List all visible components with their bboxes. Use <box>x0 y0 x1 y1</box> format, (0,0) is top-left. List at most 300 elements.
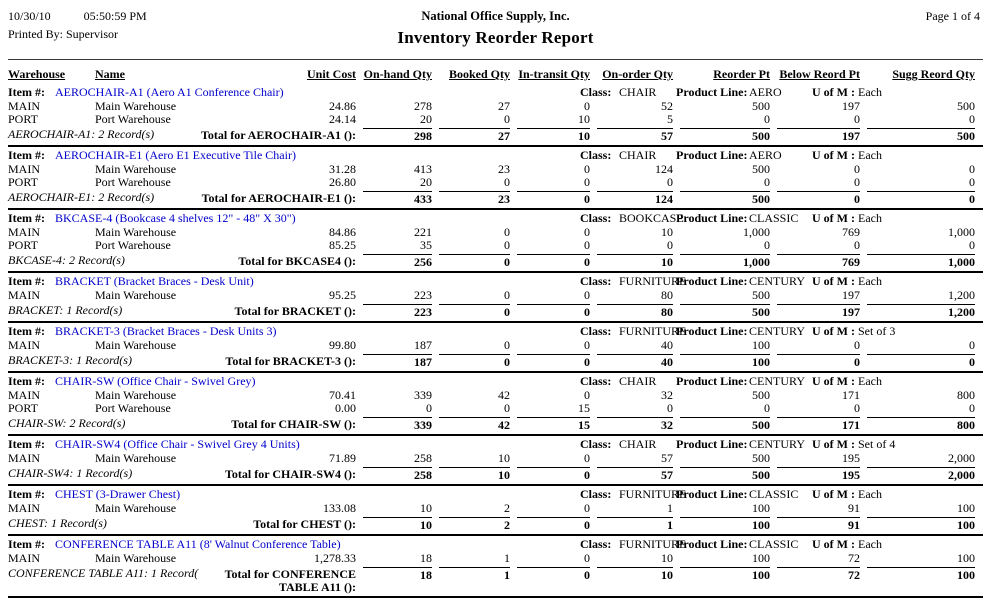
item-link[interactable]: CONFERENCE TABLE A11 (8' Walnut Conference Table) <box>55 537 341 551</box>
total-on-hand: 298 <box>363 128 432 143</box>
group-total-row <box>8 254 983 269</box>
total-on-order: 10 <box>597 567 673 594</box>
reorder-pt: 0 <box>764 401 770 415</box>
total-booked: 42 <box>439 417 510 432</box>
item-number-label: Item #: <box>8 85 45 99</box>
product-line-label: Product Line: <box>676 85 748 99</box>
below-reord-pt: 0 <box>854 175 860 189</box>
warehouse-name: Port Warehouse <box>95 238 171 252</box>
warehouse-name: Main Warehouse <box>95 551 177 565</box>
total-sugg-reord-qty: 800 <box>867 417 975 432</box>
class-value: CHAIR <box>619 148 657 162</box>
in-transit-qty: 0 <box>584 162 590 176</box>
uofm-label: U of M : <box>812 487 855 501</box>
unit-cost: 84.86 <box>329 225 356 239</box>
sugg-reord-qty: 100 <box>957 501 975 515</box>
item-header-row <box>8 374 983 389</box>
reorder-pt: 100 <box>752 551 770 565</box>
unit-cost: 26.80 <box>329 175 356 189</box>
group-total-row <box>8 354 983 369</box>
uofm-value: Each <box>858 537 882 551</box>
product-line-value: CENTURY <box>749 324 806 338</box>
total-on-hand: 223 <box>363 304 432 319</box>
below-reord-pt: 72 <box>848 551 860 565</box>
warehouse-code: MAIN <box>8 338 40 352</box>
unit-cost: 95.25 <box>329 288 356 302</box>
total-on-hand: 256 <box>363 254 432 269</box>
column-header-below-reord-pt: Below Reord Pt <box>779 67 860 81</box>
total-sugg-reord-qty: 100 <box>867 517 975 532</box>
on-order-qty: 5 <box>667 112 673 126</box>
class-value: CHAIR <box>619 85 657 99</box>
class-label: Class: <box>580 437 612 451</box>
total-booked: 2 <box>439 517 510 532</box>
reorder-pt: 0 <box>764 112 770 126</box>
in-transit-qty: 0 <box>584 501 590 515</box>
class-value: FURNITURE <box>619 487 687 501</box>
item-group <box>8 374 983 436</box>
on-order-qty: 0 <box>667 175 673 189</box>
item-header-row <box>8 274 983 289</box>
below-reord-pt: 0 <box>854 162 860 176</box>
item-group <box>8 324 983 373</box>
product-line-value: CENTURY <box>749 374 806 388</box>
total-on-hand: 258 <box>363 467 432 482</box>
booked-qty: 0 <box>504 401 510 415</box>
booked-qty: 0 <box>504 288 510 302</box>
total-on-hand: 187 <box>363 354 432 369</box>
item-header-row <box>8 437 983 452</box>
reorder-pt: 500 <box>752 99 770 113</box>
item-link[interactable]: CHAIR-SW4 (Office Chair - Swivel Grey 4 Units) <box>55 437 300 451</box>
total-on-hand: 339 <box>363 417 432 432</box>
warehouse-name: Port Warehouse <box>95 112 171 126</box>
item-link[interactable]: BKCASE-4 (Bookcase 4 shelves 12" - 48" X 30") <box>55 211 296 225</box>
in-transit-qty: 0 <box>584 175 590 189</box>
item-group <box>8 85 983 147</box>
on-hand-qty: 187 <box>414 338 432 352</box>
item-group <box>8 437 983 486</box>
unit-cost: 24.14 <box>329 112 356 126</box>
unit-cost: 71.89 <box>329 451 356 465</box>
total-on-order: 32 <box>597 417 673 432</box>
class-value: FURNITURE <box>619 324 687 338</box>
product-line-value: AERO <box>749 148 782 162</box>
total-below-reord-pt: 91 <box>777 517 860 532</box>
uofm-value: Each <box>858 148 882 162</box>
record-count-label: AEROCHAIR-A1: 2 Record(s) <box>8 127 155 141</box>
item-number-label: Item #: <box>8 487 45 501</box>
product-line-value: CLASSIC <box>749 487 799 501</box>
warehouse-name: Main Warehouse <box>95 388 177 402</box>
item-number-label: Item #: <box>8 274 45 288</box>
warehouse-row <box>8 239 983 252</box>
group-total-label: Total for BKCASE4 (): <box>238 254 356 268</box>
warehouse-row <box>8 402 983 415</box>
class-label: Class: <box>580 211 612 225</box>
total-booked: 23 <box>439 191 510 206</box>
total-booked: 0 <box>439 304 510 319</box>
total-reorder-pt: 500 <box>680 128 770 143</box>
total-reorder-pt: 100 <box>680 354 770 369</box>
item-header-row <box>8 211 983 226</box>
on-order-qty: 1 <box>667 501 673 515</box>
below-reord-pt: 0 <box>854 338 860 352</box>
total-sugg-reord-qty: 1,200 <box>867 304 975 319</box>
warehouse-code: PORT <box>8 401 38 415</box>
group-total-label: Total for CHEST (): <box>253 517 356 531</box>
total-reorder-pt: 1,000 <box>680 254 770 269</box>
report-time: 05:50:59 PM <box>83 9 147 23</box>
item-header-row <box>8 324 983 339</box>
column-header-warehouse: Warehouse <box>8 67 66 81</box>
warehouse-name: Main Warehouse <box>95 99 177 113</box>
item-group <box>8 274 983 323</box>
class-label: Class: <box>580 324 612 338</box>
warehouse-row <box>8 289 983 302</box>
booked-qty: 0 <box>504 338 510 352</box>
total-in-transit: 0 <box>517 567 590 594</box>
item-header-row <box>8 537 983 552</box>
warehouse-code: PORT <box>8 175 38 189</box>
report-date: 10/30/10 <box>8 9 51 23</box>
item-number-label: Item #: <box>8 211 45 225</box>
on-order-qty: 57 <box>661 451 673 465</box>
booked-qty: 0 <box>504 175 510 189</box>
item-number-label: Item #: <box>8 437 45 451</box>
total-below-reord-pt: 769 <box>777 254 860 269</box>
below-reord-pt: 197 <box>842 288 860 302</box>
warehouse-row <box>8 452 983 465</box>
header-center <box>8 9 983 48</box>
warehouse-code: MAIN <box>8 451 40 465</box>
total-in-transit: 0 <box>517 467 590 482</box>
item-group <box>8 148 983 210</box>
page-number: Page 1 of 4 <box>925 9 980 23</box>
on-order-qty: 52 <box>661 99 673 113</box>
record-count-label: CHAIR-SW: 2 Record(s) <box>8 416 126 430</box>
item-link[interactable]: BRACKET (Bracket Braces - Desk Unit) <box>55 274 254 288</box>
booked-qty: 0 <box>504 238 510 252</box>
sugg-reord-qty: 0 <box>969 401 975 415</box>
report-body <box>8 85 983 598</box>
warehouse-row <box>8 502 983 515</box>
group-total-row <box>8 417 983 432</box>
group-total-row <box>8 128 983 143</box>
item-link[interactable]: AEROCHAIR-E1 (Aero E1 Executive Tile Chair) <box>55 148 296 162</box>
item-header-row <box>8 85 983 100</box>
total-in-transit: 0 <box>517 304 590 319</box>
unit-cost: 24.86 <box>329 99 356 113</box>
total-on-hand: 18 <box>363 567 432 594</box>
total-sugg-reord-qty: 500 <box>867 128 975 143</box>
class-value: FURNITURE <box>619 274 687 288</box>
on-order-qty: 10 <box>661 225 673 239</box>
record-count-label: CHAIR-SW4: 1 Record(s) <box>8 466 133 480</box>
below-reord-pt: 0 <box>854 112 860 126</box>
column-header-row <box>8 67 983 82</box>
booked-qty: 23 <box>498 162 510 176</box>
column-header-in-transit-qty: In-transit Qty <box>518 67 590 81</box>
total-in-transit: 0 <box>517 517 590 532</box>
booked-qty: 0 <box>504 225 510 239</box>
warehouse-row <box>8 176 983 189</box>
item-group <box>8 537 983 598</box>
column-header-name: Name <box>95 67 125 81</box>
reorder-pt: 1,000 <box>743 225 770 239</box>
record-count-label: CHEST: 1 Record(s) <box>8 516 107 530</box>
warehouse-row <box>8 552 983 565</box>
below-reord-pt: 171 <box>842 388 860 402</box>
uofm-value: Each <box>858 374 882 388</box>
total-below-reord-pt: 0 <box>777 191 860 206</box>
item-link[interactable]: CHEST (3-Drawer Chest) <box>55 487 181 501</box>
sugg-reord-qty: 0 <box>969 338 975 352</box>
in-transit-qty: 0 <box>584 99 590 113</box>
product-line-label: Product Line: <box>676 274 748 288</box>
product-line-label: Product Line: <box>676 148 748 162</box>
below-reord-pt: 0 <box>854 238 860 252</box>
warehouse-name: Main Warehouse <box>95 451 177 465</box>
uofm-value: Each <box>858 211 882 225</box>
on-hand-qty: 18 <box>420 551 432 565</box>
group-total-label: Total for AEROCHAIR-A1 (): <box>201 128 356 142</box>
in-transit-qty: 0 <box>584 238 590 252</box>
sugg-reord-qty: 2,000 <box>948 451 975 465</box>
warehouse-name: Port Warehouse <box>95 401 171 415</box>
total-sugg-reord-qty: 100 <box>867 567 975 594</box>
unit-cost: 70.41 <box>329 388 356 402</box>
total-in-transit: 0 <box>517 191 590 206</box>
below-reord-pt: 197 <box>842 99 860 113</box>
column-header-on-hand-qty: On-hand Qty <box>363 67 432 81</box>
in-transit-qty: 10 <box>578 112 590 126</box>
reorder-pt: 500 <box>752 451 770 465</box>
page-title: Inventory Reorder Report <box>397 28 594 47</box>
class-label: Class: <box>580 537 612 551</box>
warehouse-code: MAIN <box>8 551 40 565</box>
uofm-label: U of M : <box>812 211 855 225</box>
warehouse-row <box>8 113 983 126</box>
booked-qty: 42 <box>498 388 510 402</box>
group-total-row <box>8 517 983 532</box>
report-header <box>8 4 983 60</box>
record-count-label: BRACKET-3: 1 Record(s) <box>8 353 132 367</box>
total-sugg-reord-qty: 0 <box>867 354 975 369</box>
in-transit-qty: 0 <box>584 338 590 352</box>
product-line-value: CLASSIC <box>749 211 799 225</box>
in-transit-qty: 0 <box>584 451 590 465</box>
booked-qty: 2 <box>504 501 510 515</box>
total-below-reord-pt: 197 <box>777 304 860 319</box>
item-link[interactable]: AEROCHAIR-A1 (Aero A1 Conference Chair) <box>55 85 284 99</box>
class-label: Class: <box>580 148 612 162</box>
on-hand-qty: 0 <box>426 401 432 415</box>
reorder-pt: 0 <box>764 238 770 252</box>
below-reord-pt: 195 <box>842 451 860 465</box>
product-line-label: Product Line: <box>676 211 748 225</box>
below-reord-pt: 0 <box>854 401 860 415</box>
class-value: CHAIR <box>619 437 657 451</box>
product-line-value: CLASSIC <box>749 537 799 551</box>
column-header-unit-cost: Unit Cost <box>306 67 356 81</box>
total-booked: 0 <box>439 354 510 369</box>
booked-qty: 1 <box>504 551 510 565</box>
on-hand-qty: 278 <box>414 99 432 113</box>
total-on-order: 124 <box>597 191 673 206</box>
in-transit-qty: 0 <box>584 388 590 402</box>
item-header-row <box>8 148 983 163</box>
column-header-sugg-reord-qty: Sugg Reord Qty <box>892 67 975 81</box>
on-order-qty: 40 <box>661 338 673 352</box>
warehouse-code: MAIN <box>8 501 40 515</box>
unit-cost: 133.08 <box>323 501 356 515</box>
total-on-order: 80 <box>597 304 673 319</box>
total-below-reord-pt: 0 <box>777 354 860 369</box>
in-transit-qty: 0 <box>584 288 590 302</box>
group-total-label: Total for CHAIR-SW (): <box>231 417 356 431</box>
item-number-label: Item #: <box>8 374 45 388</box>
warehouse-code: PORT <box>8 238 38 252</box>
below-reord-pt: 91 <box>848 501 860 515</box>
total-below-reord-pt: 197 <box>777 128 860 143</box>
total-booked: 27 <box>439 128 510 143</box>
reorder-pt: 0 <box>764 175 770 189</box>
below-reord-pt: 769 <box>842 225 860 239</box>
item-group <box>8 487 983 536</box>
warehouse-name: Main Warehouse <box>95 501 177 515</box>
product-line-label: Product Line: <box>676 324 748 338</box>
uofm-label: U of M : <box>812 148 855 162</box>
sugg-reord-qty: 0 <box>969 238 975 252</box>
warehouse-name: Port Warehouse <box>95 175 171 189</box>
total-on-order: 57 <box>597 128 673 143</box>
column-header-reorder-pt: Reorder Pt <box>713 67 770 81</box>
reorder-pt: 500 <box>752 388 770 402</box>
uofm-value: Set of 3 <box>858 324 896 338</box>
on-hand-qty: 258 <box>414 451 432 465</box>
total-reorder-pt: 100 <box>680 517 770 532</box>
group-total-label: Total for BRACKET (): <box>234 304 356 318</box>
sugg-reord-qty: 1,200 <box>948 288 975 302</box>
record-count-label: BKCASE-4: 2 Record(s) <box>8 253 125 267</box>
product-line-value: CENTURY <box>749 437 806 451</box>
on-hand-qty: 223 <box>414 288 432 302</box>
total-reorder-pt: 500 <box>680 467 770 482</box>
uofm-label: U of M : <box>812 324 855 338</box>
total-on-hand: 433 <box>363 191 432 206</box>
unit-cost: 85.25 <box>329 238 356 252</box>
product-line-label: Product Line: <box>676 374 748 388</box>
reorder-pt: 500 <box>752 162 770 176</box>
group-total-label: Total for BRACKET-3 (): <box>225 354 356 368</box>
booked-qty: 0 <box>504 112 510 126</box>
booked-qty: 10 <box>498 451 510 465</box>
sugg-reord-qty: 0 <box>969 162 975 176</box>
group-total-row <box>8 467 983 482</box>
warehouse-name: Main Warehouse <box>95 288 177 302</box>
total-below-reord-pt: 171 <box>777 417 860 432</box>
sugg-reord-qty: 0 <box>969 175 975 189</box>
warehouse-row <box>8 339 983 352</box>
item-link[interactable]: CHAIR-SW (Office Chair - Swivel Grey) <box>55 374 256 388</box>
group-total-label: Total for CONFERENCE TABLE A11 (): <box>224 567 356 594</box>
sugg-reord-qty: 1,000 <box>948 225 975 239</box>
on-order-qty: 0 <box>667 401 673 415</box>
on-hand-qty: 20 <box>420 112 432 126</box>
total-booked: 10 <box>439 467 510 482</box>
on-order-qty: 80 <box>661 288 673 302</box>
sugg-reord-qty: 100 <box>957 551 975 565</box>
column-header-on-order-qty: On-order Qty <box>602 67 673 81</box>
class-value: BOOKCASE <box>619 211 684 225</box>
total-on-hand: 10 <box>363 517 432 532</box>
class-value: FURNITURE <box>619 537 687 551</box>
warehouse-code: MAIN <box>8 162 40 176</box>
column-header-booked-qty: Booked Qty <box>448 67 510 81</box>
reorder-pt: 100 <box>752 338 770 352</box>
warehouse-name: Main Warehouse <box>95 225 177 239</box>
warehouse-code: MAIN <box>8 388 40 402</box>
on-order-qty: 32 <box>661 388 673 402</box>
record-count-label: AEROCHAIR-E1: 2 Record(s) <box>8 190 155 204</box>
record-count-label: CONFERENCE TABLE A11: 1 Record( <box>8 566 199 580</box>
product-line-label: Product Line: <box>676 437 748 451</box>
total-sugg-reord-qty: 1,000 <box>867 254 975 269</box>
class-value: CHAIR <box>619 374 657 388</box>
total-in-transit: 0 <box>517 254 590 269</box>
on-hand-qty: 221 <box>414 225 432 239</box>
uofm-value: Each <box>858 487 882 501</box>
on-order-qty: 10 <box>661 551 673 565</box>
group-total-label: Total for CHAIR-SW4 (): <box>225 467 356 481</box>
uofm-value: Set of 4 <box>858 437 896 451</box>
record-count-label: BRACKET: 1 Record(s) <box>8 303 123 317</box>
sugg-reord-qty: 0 <box>969 112 975 126</box>
total-sugg-reord-qty: 2,000 <box>867 467 975 482</box>
on-hand-qty: 35 <box>420 238 432 252</box>
warehouse-name: Main Warehouse <box>95 162 177 176</box>
uofm-label: U of M : <box>812 537 855 551</box>
item-link[interactable]: BRACKET-3 (Bracket Braces - Desk Units 3) <box>55 324 277 338</box>
uofm-label: U of M : <box>812 85 855 99</box>
group-total-row <box>8 567 983 594</box>
total-on-order: 40 <box>597 354 673 369</box>
product-line-value: CENTURY <box>749 274 806 288</box>
total-below-reord-pt: 195 <box>777 467 860 482</box>
on-hand-qty: 10 <box>420 501 432 515</box>
sugg-reord-qty: 500 <box>957 99 975 113</box>
uofm-label: U of M : <box>812 274 855 288</box>
group-total-label: Total for AEROCHAIR-E1 (): <box>201 191 356 205</box>
total-on-order: 10 <box>597 254 673 269</box>
warehouse-code: MAIN <box>8 225 40 239</box>
in-transit-qty: 0 <box>584 225 590 239</box>
class-label: Class: <box>580 274 612 288</box>
item-group <box>8 211 983 273</box>
total-in-transit: 10 <box>517 128 590 143</box>
uofm-label: U of M : <box>812 437 855 451</box>
booked-qty: 27 <box>498 99 510 113</box>
in-transit-qty: 0 <box>584 551 590 565</box>
reorder-pt: 500 <box>752 288 770 302</box>
product-line-label: Product Line: <box>676 537 748 551</box>
total-booked: 0 <box>439 254 510 269</box>
on-hand-qty: 413 <box>414 162 432 176</box>
reorder-pt: 100 <box>752 501 770 515</box>
total-in-transit: 0 <box>517 354 590 369</box>
company-name: National Office Supply, Inc. <box>421 9 570 23</box>
